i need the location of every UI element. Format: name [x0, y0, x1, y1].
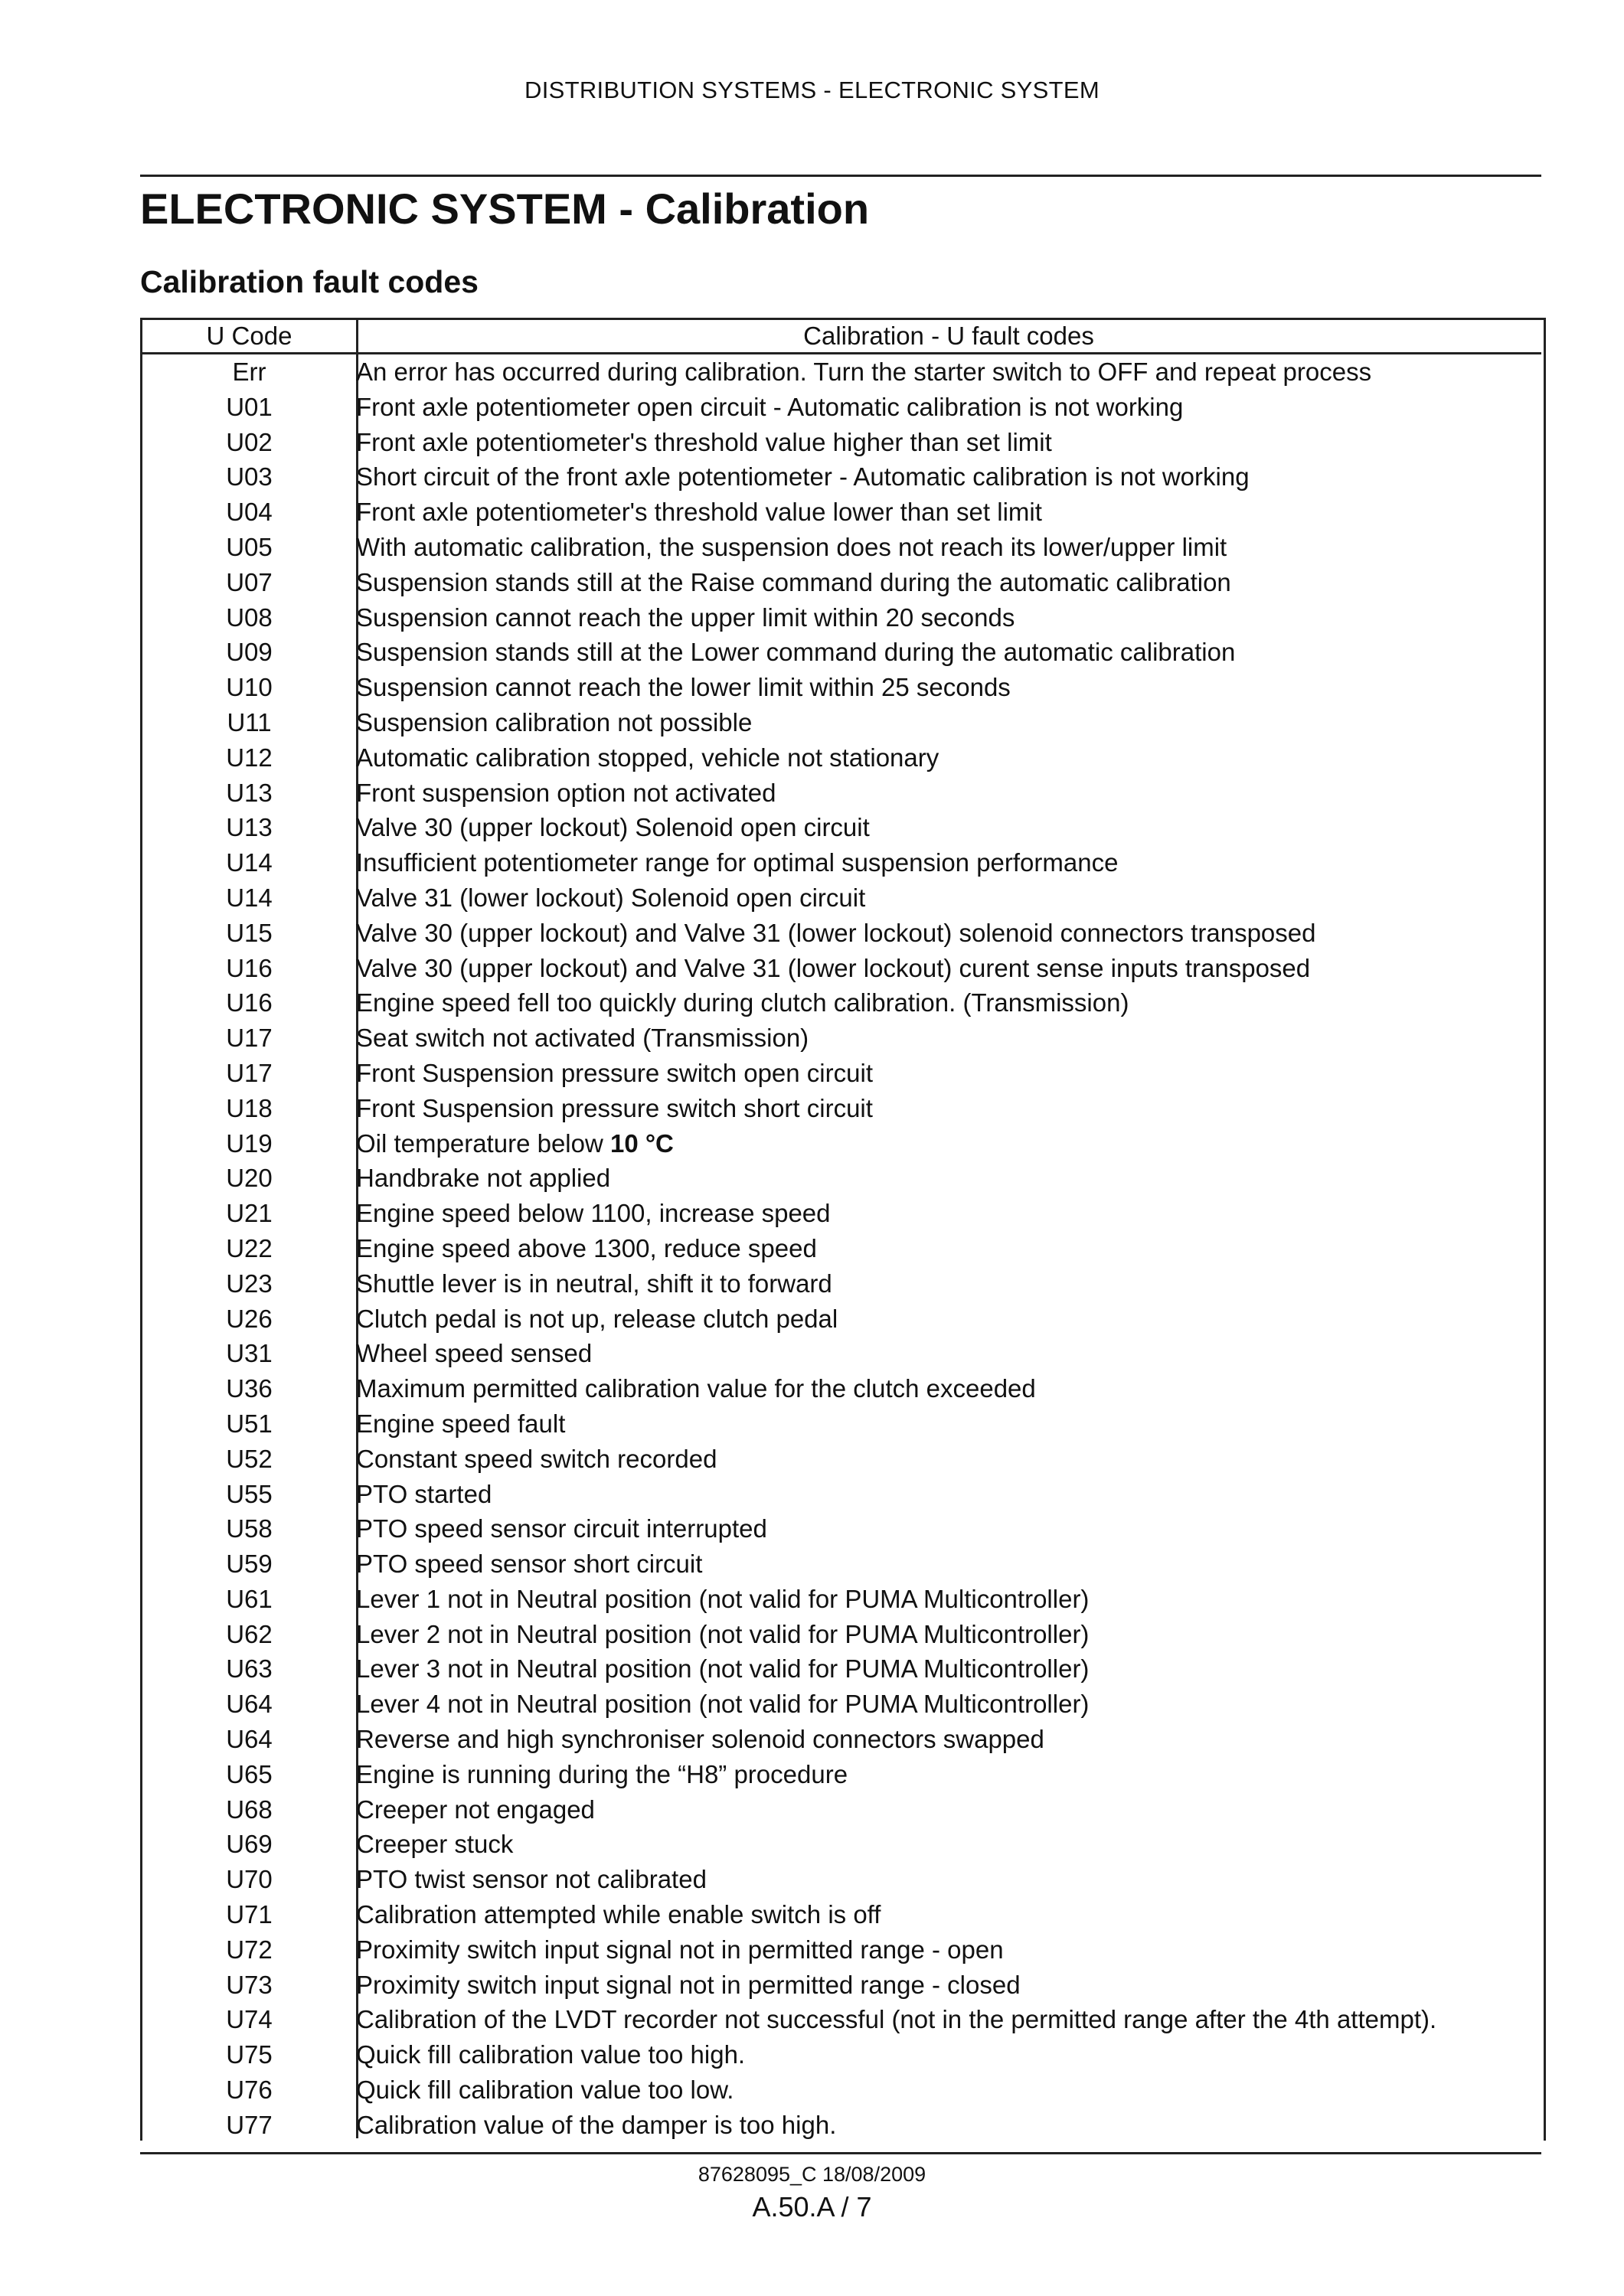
fault-code-cell: U26: [226, 1304, 273, 1333]
fault-description-cell: [356, 1371, 1541, 1406]
fault-code-cell: U68: [226, 1795, 273, 1824]
fault-description-text: PTO twist sensor not calibrated: [356, 1865, 707, 1894]
table-row: [142, 1511, 1541, 1546]
fault-description-text: Engine is running during the “H8” procedure: [356, 1759, 848, 1788]
table-row: [142, 1617, 1541, 1652]
fault-description-cell: [356, 1897, 1541, 1932]
fault-description-text: Engine speed above 1300, reduce speed: [356, 1233, 817, 1262]
fault-description-cell: [356, 2002, 1541, 2037]
fault-code-cell: U52: [226, 1444, 273, 1473]
fault-description-text: Shuttle lever is in neutral, shift it to forward: [356, 1269, 832, 1298]
table-row: [142, 705, 1541, 740]
fault-description-text: With automatic calibration, the suspension does not reach its lower/upper limit: [356, 532, 1227, 561]
table-header-row: [142, 320, 1541, 354]
fault-description-text: Calibration value of the damper is too high.: [356, 2110, 837, 2139]
table-row: [142, 1196, 1541, 1231]
fault-description-text: Lever 2 not in Neutral position (not valid for PUMA Multicontroller): [356, 1619, 1090, 1648]
column-header-description: Calibration - U fault codes: [356, 320, 1541, 354]
fault-description-text: Valve 30 (upper lockout) and Valve 31 (lower lockout) solenoid connectors transposed: [356, 918, 1316, 947]
fault-description-text: Front axle potentiometer's threshold value lower than set limit: [356, 498, 1042, 527]
fault-code-cell: U65: [226, 1759, 273, 1788]
fault-description-text: Short circuit of the front axle potentiometer - Automatic calibration is not working: [356, 462, 1250, 492]
fault-description-text: Wheel speed sensed: [356, 1339, 593, 1368]
fault-description-cell: [356, 425, 1541, 460]
fault-code-cell: Err: [232, 358, 266, 386]
fault-description-text: Lever 1 not in Neutral position (not valid for PUMA Multicontroller): [356, 1584, 1090, 1613]
fault-description-cell: [356, 1406, 1541, 1442]
fault-description-cell: [356, 600, 1541, 635]
fault-description-cell: [356, 1862, 1541, 1897]
fault-description-text: Handbrake not applied: [356, 1164, 611, 1193]
table-row: [142, 1687, 1541, 1722]
fault-code-cell: U75: [226, 2040, 273, 2069]
fault-description-text: PTO speed sensor circuit interrupted: [356, 1514, 767, 1543]
table-row: [142, 1021, 1541, 1056]
fault-description-text: Automatic calibration stopped, vehicle not stationary: [356, 743, 939, 772]
fault-code-cell: U09: [226, 638, 273, 667]
fault-description-cell: [356, 1302, 1541, 1337]
fault-code-cell: U51: [226, 1409, 273, 1438]
bottom-rule: [140, 2152, 1541, 2154]
fault-code-cell: U18: [226, 1093, 273, 1122]
fault-description-cell: [356, 1336, 1541, 1371]
fault-description-text: Suspension calibration not possible: [356, 707, 753, 736]
fault-code-cell: U08: [226, 603, 273, 632]
table-row: [142, 1371, 1541, 1406]
fault-description-text: Insufficient potentiometer range for optimal suspension performance: [356, 848, 1119, 877]
fault-description-cell: [356, 1617, 1541, 1652]
fault-code-cell: U17: [226, 1058, 273, 1087]
fault-description-cell: [356, 740, 1541, 776]
fault-code-cell: U05: [226, 532, 273, 561]
fault-description-cell: [356, 1651, 1541, 1687]
table-row: [142, 810, 1541, 845]
fault-code-cell: U62: [226, 1619, 273, 1648]
table-row: [142, 776, 1541, 811]
fault-description-cell: [356, 1968, 1541, 2003]
fault-code-cell: U72: [226, 1935, 273, 1964]
fault-description-cell: [356, 1126, 1541, 1161]
fault-code-cell: U64: [226, 1690, 273, 1719]
fault-description-cell: [356, 390, 1541, 425]
fault-description-text: Front Suspension pressure switch short circuit: [356, 1093, 873, 1122]
table-row: [142, 1968, 1541, 2003]
fault-description-text: Seat switch not activated (Transmission): [356, 1024, 809, 1053]
fault-description-cell: [356, 1687, 1541, 1722]
table-row: [142, 1266, 1541, 1302]
fault-description-cell: [356, 1091, 1541, 1126]
fault-code-cell: U01: [226, 392, 273, 421]
table-row: [142, 985, 1541, 1021]
fault-code-cell: U23: [226, 1269, 273, 1298]
fault-description-text: Proximity switch input signal not in permitted range - open: [356, 1935, 1004, 1964]
fault-description-text: Suspension stands still at the Raise command during the automatic calibration: [356, 567, 1231, 596]
fault-description-cell: [356, 1231, 1541, 1266]
fault-description-cell: [356, 495, 1541, 530]
fault-description-text: Lever 4 not in Neutral position (not valid for PUMA Multicontroller): [356, 1690, 1090, 1719]
fault-codes-table: [142, 320, 1541, 2143]
fault-description-text: Proximity switch input signal not in permitted range - closed: [356, 1970, 1021, 1999]
fault-description-cell: [356, 1546, 1541, 1582]
fault-code-cell: U63: [226, 1654, 273, 1684]
fault-code-cell: U14: [226, 883, 273, 912]
fault-description-cell: [356, 880, 1541, 916]
table-row: [142, 2108, 1541, 2143]
fault-description-emphasis: 10 °C: [609, 1128, 674, 1158]
fault-description-cell: [356, 951, 1541, 986]
fault-code-cell: U74: [226, 2005, 273, 2034]
table-row: [142, 459, 1541, 495]
fault-description-text: An error has occurred during calibration. Turn the starter switch to OFF and repeat process: [356, 358, 1372, 386]
fault-description-cell: [356, 1161, 1541, 1196]
fault-code-cell: U70: [226, 1865, 273, 1894]
fault-code-cell: U55: [226, 1479, 273, 1508]
table-row: [142, 1406, 1541, 1442]
fault-description-text: Suspension cannot reach the upper limit within 20 seconds: [356, 603, 1015, 632]
fault-description-cell: [356, 776, 1541, 811]
fault-description-cell: [356, 2072, 1541, 2108]
table-row: [142, 1897, 1541, 1932]
fault-description-cell: [356, 459, 1541, 495]
fault-description-text: Valve 31 (lower lockout) Solenoid open circuit: [356, 883, 866, 912]
page-title: ELECTRONIC SYSTEM - Calibration: [140, 185, 870, 233]
fault-description-text: Engine speed below 1100, increase speed: [356, 1199, 831, 1228]
fault-description-cell: [356, 635, 1541, 670]
fault-code-cell: U36: [226, 1374, 273, 1403]
fault-description-cell: [356, 1722, 1541, 1757]
page-number: A.50.A / 7: [752, 2191, 872, 2223]
table-row: [142, 565, 1541, 600]
table-row: [142, 1477, 1541, 1512]
fault-description-text: Calibration of the LVDT recorder not successful (not in the permitted range after the 4th attempt).: [356, 2005, 1437, 2034]
table-row: [142, 1161, 1541, 1196]
fault-description-text: Suspension stands still at the Lower command during the automatic calibration: [356, 638, 1236, 667]
table-row: [142, 1932, 1541, 1968]
running-header: DISTRIBUTION SYSTEMS - ELECTRONIC SYSTEM: [524, 77, 1100, 103]
fault-code-cell: U07: [226, 567, 273, 596]
fault-description-cell: [356, 1266, 1541, 1302]
fault-description-text: Reverse and high synchroniser solenoid connectors swapped: [356, 1725, 1044, 1754]
fault-description-text: Maximum permitted calibration value for the clutch exceeded: [356, 1374, 1036, 1403]
table-row: [142, 1792, 1541, 1827]
table-row: [142, 1231, 1541, 1266]
fault-description-text: Valve 30 (upper lockout) and Valve 31 (lower lockout) curent sense inputs transposed: [356, 953, 1311, 982]
fault-description-cell: [356, 845, 1541, 880]
top-rule: [140, 175, 1541, 177]
fault-description-text: Constant speed switch recorded: [356, 1444, 717, 1473]
table-row: [142, 1827, 1541, 1862]
fault-description-text: Suspension cannot reach the lower limit within 25 seconds: [356, 673, 1011, 702]
fault-description-text: Creeper not engaged: [356, 1795, 595, 1824]
document-reference: 87628095_C 18/08/2009: [698, 2163, 926, 2186]
fault-description-text: Front Suspension pressure switch open circuit: [356, 1058, 873, 1087]
fault-code-cell: U19: [226, 1128, 273, 1158]
fault-description-cell: [356, 916, 1541, 951]
fault-code-cell: U13: [226, 813, 273, 842]
fault-description-text: Engine speed fault: [356, 1409, 566, 1438]
table-row: [142, 740, 1541, 776]
fault-description-text: Engine speed fell too quickly during clutch calibration. (Transmission): [356, 988, 1129, 1017]
fault-code-cell: U31: [226, 1339, 273, 1368]
fault-code-cell: U64: [226, 1725, 273, 1754]
table-row: [142, 600, 1541, 635]
fault-description-cell: [356, 1757, 1541, 1792]
fault-code-cell: U14: [226, 848, 273, 877]
fault-description-text: Quick fill calibration value too high.: [356, 2040, 746, 2069]
fault-code-cell: U16: [226, 953, 273, 982]
table-row: [142, 425, 1541, 460]
table-row: [142, 1056, 1541, 1091]
fault-code-cell: U76: [226, 2076, 273, 2105]
fault-description-cell: [356, 1196, 1541, 1231]
table-row: [142, 1546, 1541, 1582]
fault-code-cell: U17: [226, 1024, 273, 1053]
fault-description-text: Creeper stuck: [356, 1830, 514, 1859]
table-row: [142, 354, 1541, 390]
fault-code-cell: U73: [226, 1970, 273, 1999]
fault-description-text: Quick fill calibration value too low.: [356, 2076, 734, 2105]
table-row: [142, 1757, 1541, 1792]
table-row: [142, 1862, 1541, 1897]
table-row: [142, 2002, 1541, 2037]
fault-description-text: Valve 30 (upper lockout) Solenoid open circuit: [356, 813, 870, 842]
fault-description-text: Front suspension option not activated: [356, 778, 776, 807]
fault-description-text: Front axle potentiometer open circuit - Automatic calibration is not working: [356, 392, 1184, 421]
table-row: [142, 1722, 1541, 1757]
fault-code-cell: U21: [226, 1199, 273, 1228]
fault-code-cell: U20: [226, 1164, 273, 1193]
fault-description-cell: [356, 354, 1541, 390]
table-row: [142, 1302, 1541, 1337]
fault-code-cell: U02: [226, 427, 273, 456]
fault-description-cell: [356, 1827, 1541, 1862]
table-row: [142, 2037, 1541, 2072]
table-row: [142, 495, 1541, 530]
fault-description-cell: [356, 670, 1541, 705]
table-row: [142, 2072, 1541, 2108]
fault-code-cell: U03: [226, 462, 273, 492]
fault-description-cell: [356, 1511, 1541, 1546]
fault-description-cell: [356, 2037, 1541, 2072]
table-row: [142, 530, 1541, 565]
fault-code-cell: U10: [226, 673, 273, 702]
fault-code-cell: U61: [226, 1584, 273, 1613]
fault-code-cell: U77: [226, 2110, 273, 2139]
fault-code-cell: U12: [226, 743, 273, 772]
fault-description-cell: [356, 1792, 1541, 1827]
fault-description-text: Calibration attempted while enable switch is off: [356, 1900, 881, 1929]
fault-code-cell: U58: [226, 1514, 273, 1543]
fault-description-text: PTO speed sensor short circuit: [356, 1550, 703, 1579]
section-title: Calibration fault codes: [140, 264, 479, 299]
fault-code-cell: U15: [226, 918, 273, 947]
table-row: [142, 951, 1541, 986]
fault-description-cell: [356, 1932, 1541, 1968]
fault-description-cell: [356, 1056, 1541, 1091]
table-row: [142, 635, 1541, 670]
fault-description-cell: [356, 1442, 1541, 1477]
fault-description-text: Lever 3 not in Neutral position (not valid for PUMA Multicontroller): [356, 1654, 1090, 1684]
fault-description-cell: [356, 1582, 1541, 1617]
table-body: [142, 354, 1541, 2143]
fault-code-cell: U71: [226, 1900, 273, 1929]
fault-description-cell: [356, 565, 1541, 600]
fault-code-cell: U59: [226, 1550, 273, 1579]
fault-description-cell: [356, 530, 1541, 565]
fault-code-cell: U11: [227, 707, 272, 736]
table-row: [142, 916, 1541, 951]
table-row: [142, 845, 1541, 880]
fault-description-cell: [356, 1021, 1541, 1056]
fault-description-cell: [356, 985, 1541, 1021]
fault-code-cell: U13: [226, 778, 273, 807]
table-row: [142, 390, 1541, 425]
table-row: [142, 1442, 1541, 1477]
fault-description-cell: [356, 1477, 1541, 1512]
fault-description-text: Front axle potentiometer's threshold value higher than set limit: [356, 427, 1052, 456]
fault-description-cell: [356, 705, 1541, 740]
table-row: [142, 670, 1541, 705]
fault-code-cell: U16: [226, 988, 273, 1017]
fault-code-cell: U69: [226, 1830, 273, 1859]
fault-description-cell: [356, 810, 1541, 845]
fault-code-cell: U22: [226, 1233, 273, 1262]
fault-code-cell: U04: [226, 498, 273, 527]
table-row: [142, 1126, 1541, 1161]
column-header-code: U Code: [142, 320, 356, 354]
fault-description-text: Clutch pedal is not up, release clutch pedal: [356, 1304, 838, 1333]
table-row: [142, 1582, 1541, 1617]
table-row: [142, 1336, 1541, 1371]
table-row: [142, 1651, 1541, 1687]
fault-description-text: PTO started: [356, 1479, 492, 1508]
table-row: [142, 1091, 1541, 1126]
fault-description-cell: [356, 2108, 1541, 2143]
table-row: [142, 880, 1541, 916]
fault-description-text: Oil temperature below: [356, 1128, 610, 1158]
